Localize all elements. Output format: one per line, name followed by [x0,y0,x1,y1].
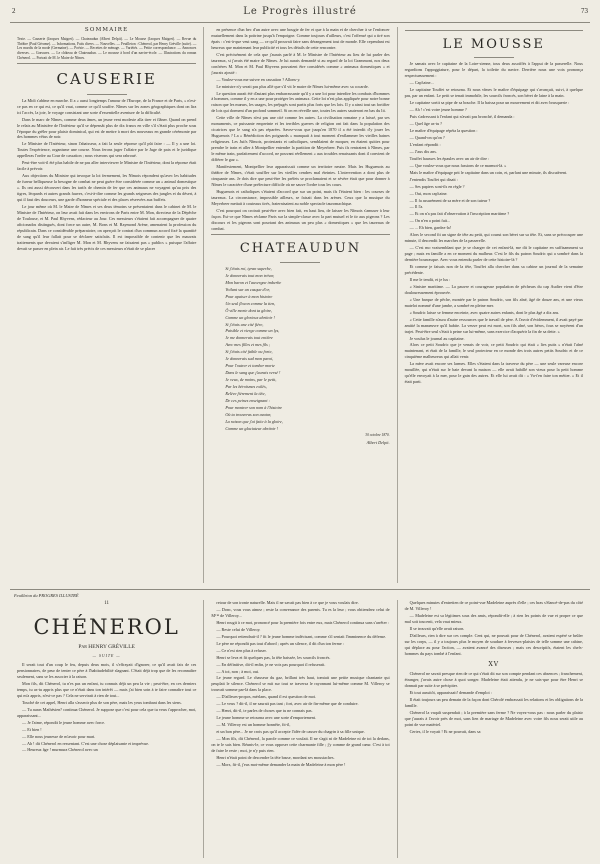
body-paragraph: Le Ministre de l'Intérieur, sinon l'abaisseur, a fait la seule réponse qu'il pût faire : — Il y a une loi. Toutes l'expérience, organisme une course. Nous ferons juger l'affaire par le Juge de paix et le juridique appelleras l'ordre au Cour de cassation ; nous viserons qui sera rabroué. [17,141,197,159]
body-paragraph: en présence d'un bec d'un autre avec une bougie de fer et que à la main et de chercher à se l'enfoncer mutuellement dans la poitrine jusqu'à l'empoigne. Comme toujours d'ailleurs, c'est l'offensé qui a tiré son épais : c'est-à-que veut sang — ce qu'il prouvait faire sans dérangement tout de monde. Elle cependant est heureux que maintenant leur publicité et tous les détails de cette rencontre. [211,27,390,50]
poem-line: Mon baron et l'auvergne imberbe [225,279,282,285]
body-paragraph: — Quel âge as-tu ? [409,121,442,127]
divider [87,94,127,95]
body-paragraph: — ... Eh bien, gardez-la! [409,225,452,231]
body-paragraph: — Ah ! c'est votre jeune homme ? [409,107,467,113]
body-paragraph: — Pourquoi retiendrait-il ? fit le jeune homme indécisant, comme s'il sentait l'imminence du défense. [216,633,387,639]
body-paragraph: — Et on n'a pas fait d'observation à l'inscription maritime ? [409,211,510,217]
poem-line: Comme un glaciateur abritoir ! [225,425,279,431]
summary-heading: SOMMAIRE [84,27,129,33]
body-paragraph: — Heureux âge ! murmura Chénerol avec un [22,747,98,753]
body-paragraph: — Quand-on qu'on ? [409,134,445,140]
poem-line: De ces peines enseignant : [225,398,270,404]
body-paragraph: — M. Villeroy est un homme honnête, fit-il, [216,722,291,728]
body-paragraph: D'ailleurs, rien à dire sur ces comple. Cent qui, ne pouvait pour de Chénerol, avaient espéré se brûler sur les corps, — il y a toujours plus le moyen de soudure à ferveurs-plaisirs de telle somme une cabine, qui déplace au pour l'action, — avaient avancé des diseuses ; mais ces descriptifs, étaient les chefs-hommes du pays tombé à l'enfant. [404,632,583,656]
poem-signature: Albert Delpit. [366,439,390,445]
body-paragraph: « Cette famille n'aura d'autre ressources que le travail de père. A l'avoir d'évidemment, il avait payé par amitié la manœuvre qu'il habite. La veuve peut est mort, son fils aîné, son héros, fous se noyèrent d'un trajet. Peut-être seul s'était à peine sur lui-même, sans exercice d'acquérir la fin de sa dette. » [404,316,583,334]
body-paragraph: Le jour même où M. le Maire de Nîmes et ses deux témoins se présentaient dans le cabinet de M. le Ministre de l'Intérieur, on leur avait fait dans les environs de Paris entre M. Mon, directeur de la Dépêche de Toulouse, et M. Paul Rhyvens, rédacteur au Jour. Ces messieurs s'étaient fait accompagner de quatre aficionados distingués, dont force un autre, M. Bons et M. Raymond Arène, amenaient la profession du républicain. Dans ce considérable préparatoire, on aperçoit le contrat d'un commun accord fixé la quantité de sang qu'il leur fallait pour se déclarer satisfaits. Il est impossible de contenir que les mauvais traitements que devaient s'infliger M. Mon et M. Rhyvens ne faisaient pas « publics » puisque l'affaire devait se passer en plein air. Le fait très précis de ces messieurs n'était de se placer [17,203,197,251]
masthead [10,6,590,23]
divider [17,63,196,64]
poem-line: Si j'étais une cité fière, [225,321,264,327]
body-paragraph: « Une barque de pêche, montée par le patron Soudric, son fils aîné, âgé de douze ans, et une vieux matelot nommé d'une jambe, a sombré en pleine mer. [404,296,583,308]
body-paragraph: L'enfant répondit : [409,141,441,147]
novel-installment-number: 11 [104,601,110,606]
body-paragraph: — On n'en a point fait... [409,218,451,224]
body-paragraph: Il me le tendit, et je lus : [409,276,451,282]
novel-suite-label: — SUITE — [92,653,121,658]
summary-text: Texte. — Causerie (Jacques Maigret). — Chateaudun (Albert Delpit). — Le Mousse (Jacques Maigret). — Revue du Théâtre (Paul Gérome). — Informations, Faits divers. — Nouvelles. — Feuilleton : Chénerol, par Henry Gréville (suite). — Les mardis de la mode (Germaine). — Poésie. — Recettes de ménage. — Variétés. — Petite correspondance. — Annonces diverses. — Gravures. — Le château de Chateaudun. — Le mousse à bord d'un navire-école. — Illustrations du roman Chénerol. — Portrait de M. le Maire de Nîmes. [17,36,197,60]
body-paragraph: — Ses papiers sont-ils en règle ? [409,183,465,189]
body-paragraph: Touffet hausses les épaules avec un air de dire : [409,155,490,161]
poem-line: Comme un glorieux abritoir ! [225,314,275,320]
novel-title: CHÉNEROL [33,615,180,640]
poem-line: La raison que j'ai faite à la gloire, [225,418,283,424]
causerie-heading: CAUSERIE [56,70,157,89]
body-paragraph: Il serait tout d'un coup le feu, depuis deux mois, il s'effrayait d'ignorer, ce qu'il avait fais de ces pensionnaires, de peur de tenter ce père à l'habitudebilité slagnant. C'était déjà trop que de les reconnaître seulement, sans se les associer à la raison. [17,662,197,679]
body-paragraph: Huguenots et catholiques s'étaient d'accord que sur un point, mais ils l'étaient bien : les courses de taureaux. La circonstance, impossible ailleurs, se faisait dans les arènes. Ceux que la musique du Meyerbeer mettait à couteaux tirés, fraternisaient au noble spectacle tauromachique. [211,188,390,206]
main-columns [10,27,590,583]
poem-line: Où ta trouveras son avatar, [225,411,272,417]
body-paragraph: — En définitive, dit-il enfin, je ne vois pas pourquoi il refuserait. [216,661,326,667]
body-paragraph: Henri rougit à ce mot, prononcé pour la première fois entre eux, mais Chénerol continua sans s'arrêter : [216,619,390,625]
body-paragraph: Le maître d'équipage répéta la question : [409,127,478,133]
poem-line: Pour montrer son nom à l'histoire [225,404,283,410]
body-paragraph: — Henri, dit-il, te parles de choses que tu ne connais pas. [216,708,313,714]
body-paragraph: Mon fils, dit Chénerol, tu n'es pas un enfant, tu connais déjà un peu la vie ; peut-être, en ces derniers temps, tu as-tu appris plus que ce n'était dans ton intérêt — mais j'ai bien soin à te faire connaître tout ce qui m'a appris, n'est-ce pas ? Cela ne servirait à rien de tout... [17,680,197,698]
body-paragraph: Alors ce petit Soudric que je venais de voir, ce petit Soudric qui était « lies puits » n'était l'aîné maintenant, et était de la famille, le seul protecteur en ce monde des trois autres petits Soudric et de ce cinquième malheureux qui allait venir. [404,342,583,360]
body-paragraph: Touché de cet appel, Henri alla s'asseoir plus de son père, mais les yeux tombant dans les siens. [22,699,182,705]
body-paragraph: Je samais avec le capitaine de la Loire-sienne, tous deux assoiffés à l'appui de la passerelle. Nous regardions l'appoggiature, pour le départ, la toilette du navire. Derrière nous une voix prononça respectueusement : [404,61,583,79]
feuilleton-columns [10,600,590,858]
body-paragraph: Le jeune regard. Le chasseur du gaz, brillant très haut, tomtait une petite musique chantante qui peuplait le silence. Chénerol se mit sur tout se traversa le rayonnant lui-même comme M. Villeroy se trouvait somme par-là dans la place. [211,675,390,693]
body-paragraph: Alors le second fit un signe de tête au petit, qui courut son béret sur sa tête. Et, sans se préoccuper une minute, il descendit les marches de la passerelle. [404,232,583,244]
body-paragraph: — Il fa assurément de sa mère et de son tuteur ? [409,197,491,203]
poem-line: Ô ville morte dont ta gloire, [225,307,273,313]
body-paragraph: Manifestement, Montpellier leur apparaissait comme un territoire neutre. Mais les Huguenots au théâtre de Nîmes, c'était souffler sur les vieilles cendres mal éteintes. L'intervention a dont plus de cinquante ans. Je dois dire que peut-être les préfets se proclamaient et se sévère était que pour donner à Nîmes le caractère d'une préfecture difficile où ne sauve l'ordre tous les cours. [211,163,390,187]
feuilleton-label-title: PROGRES ILLUSTRÉ [38,593,79,598]
body-paragraph: Certes, il le voyait ! Et ne pouvait, dans sa [409,728,481,734]
folio-right: 73 [581,7,588,15]
poem-date: 30 octobre 1870. [365,432,390,437]
divider [280,262,320,263]
body-paragraph: Chénerol la vaquît suspendait ; à la première sans ferme ? Ne voyez-vous pas : nous parler du plaisir que j'aurais à l'avoir près de moi, sans lien de mariage de Madeleine avec votre fils nous serait utile au point de vue matériel. [404,709,583,727]
body-paragraph: C'est pourquoi on croirait peut-être avec bien fait, en haut lieu, de laisser les Nîmois s'amuser à leur façon. Est-ce que Nîmes réclame Paris sur la simple-classe avec la part mutuel et le tir aux pigeons ? Les discours et les pigeons sont pourtant des animaux un peu plus « domestiques » que les taureaux de combat. [211,207,390,231]
newspaper-title: Le Progrès illustré [243,6,357,17]
divider [405,30,583,31]
folio-left: 2 [12,7,16,15]
body-paragraph: — Voulez-vous me suivre en cassation ? Allons-y. [216,76,301,82]
body-paragraph: — Que voulez-vous que nous fassions de ce marmot-là. » [409,162,507,168]
body-paragraph: — Reste celui de Villeroy. [216,626,261,632]
body-paragraph: — Ah ! dit Chénerol en ressentant. C'est une chose déplaisante et imprévue. [22,740,150,746]
feuilleton-label [10,593,590,598]
body-paragraph: Peut-être voit-il été plus habile de ne pas aller interviewer le Ministre de l'Intérieur, dont la réponse était facile à prévoir. [17,160,197,172]
chateaudun-heading: CHATEAUDUN [239,241,362,257]
body-paragraph: Le question aurait été d'autant plus embarrassante qu'il y a une loi pour interdire les combats d'hommes à hommes, comme il y en a une pour protéger les animaux. Cette loi n'est plus appliquée pour notre bonne raison que les mœurs, les usages, les préjugés sont partis plus forts que les lois. Il y a ainsi tout un fortifier de lois qui dorment d'un profond sommeil. Si on en réveille une, toutes les autres sauteront en bas du lit. [211,90,390,114]
poem-line: Si j'étais cité faible ou forte, [225,349,273,355]
poem-line: Dans le sang que j'aurais versé ! [225,370,281,376]
body-paragraph: — C'est mo vraisemblant que je se charger de cet enfant-là, me dit le capitaine en suffisamment sa page ; mais en famille a en ce moment du malheur. C'est le fils du patron Soudric qui a sombré dans la dernière bourrasque. Avec vous entendu parler de cette histoire-là ? [404,245,583,263]
poem-line: Je donnerais sud mon pavoi, [225,356,274,362]
poem-line: Je donnerais tout mon trésor, [225,272,275,278]
body-paragraph: — Et bien ! [22,726,42,732]
poem-line: Paisible et vierge comme un lys, [225,328,280,334]
poem-line: Pour apaiser à mon histoire [225,293,273,299]
body-paragraph: Chénerol ne savait presque rien de ce qui s'était dit sur son compte pendant ces absences ; franchement, étranger, j'avais autre chose à quoi songer. Madeleine était attendu, je ne sais-que pour être Henri se donnait par suite à se précipiter. [404,671,583,688]
body-paragraph: Cette ville de Nîmes n'est pas une cité comme les autres. La civilisation romaine y a laissé, par ses monuments, ce puissante empreinte et les terribles guerres de religion ont fait dans la population des cicatrices que le sang n'a pas réparées. Savez-vous que jusqu'en 1870 il a été interdit d'y jouer les Huguenots ? La « Bénédiction des poignards » manquait à tout moment d'enflammer les vieilles haines religieuses. Les Juifs Nîmois, protestants et catholiques, semblaient de moquer, en étaient quittes pour prendre le train et aller à Montpellier entendre la partition de Meyerbeer. Puis ils rentraient à Nîmes, par le même train, parfaitement d'accord, ne pouvant réellement « aux troubles renaissants dont il convient de différer le gaz ». [211,115,390,163]
poem-line: Avec mes filles et mes fils ; [225,342,271,348]
column-2 [203,27,396,583]
body-paragraph: — Mors, fit-il, j'eus mot-même demander la main de Madeleine à mon père ! [216,761,346,767]
body-paragraph: Et tout aussitôt, apparaissait! demande d'emploi : [409,689,492,695]
feuilleton-label-prefix: Feuilleton du [14,593,38,598]
body-paragraph: Le capitaine sortit sa pipe de sa bouche. Il la baissa pour un mouvement et dit avec brusquerie : [409,100,570,106]
body-paragraph: Puis s'adressant à l'enfant qui n'avait pas bronché, il demanda : [409,114,515,120]
body-paragraph: La Midi s'abîme en marche. Il a « aussi longtemps l'amour de l'Europe, de la France et de Paris, » n'est-ce pas en ce qui est, ce qu'il vaut, comme ce qu'il souffre. Nîmes sur les zones géographiques dont on lira ici l'accès, la joie, le voyage consistant une sorte d'essentielle aventure de la difficulté. [17,97,197,115]
body-paragraph: Quelques minutes d'entretien de ce point-vue Madeleine auprès d'elle ; ces bras s'élancé-de-pas du côté de M. Villeroy ! [404,600,583,611]
body-paragraph: — Donc, vous vous aimez ; reste la convenance des parents. Tu es la leur ; vous obtiendrez celui de M™ de Villeroy... [211,606,390,618]
body-paragraph: Aux objections du Ministre qui invoque la loi fermement, les Nîmois répondent qu'avec les habitudes de fureur belliqueuse la besogne de combat ne peut guère être considérée comme un « animal domestique ». Ils ont aussi découvert dans les tarifs de chemin de fer que ces animaux ne voyagent qu'au prix des tigres, léopards et autres grands fauves, c'est-à-dire comme les grands seigneurs des jungles et du désert, à qui il faut des douceurs, une garde d'honneur spéciale et des places réservées aux buffets. [17,173,197,203]
body-paragraph: Le père ne répondit pas tout d'abord ; après un silence, il dit d'un ton ferme : [216,640,344,646]
body-paragraph: — Il l'a. [409,204,424,210]
body-paragraph: — Je l'aime, répondit le jeune homme avec force. [22,719,106,725]
body-paragraph: — J'aus dix ans. [409,148,437,154]
poem-line: Si j'étais roi, tyran superbe, [225,265,272,271]
novel-author: Par HENRY GRÉVILLE [78,643,135,650]
body-paragraph: — Cap'taine... [409,80,434,86]
mousse-heading: LE MOUSSE [442,37,545,52]
body-paragraph: Mais le maître d'équipage prit le capitaine dans un coin, et, parlant une minute, ils discutèrent. [409,169,568,175]
poem-line: Pour l'outrer et tomber morte [225,363,275,369]
body-paragraph: — Madeleine est sa légitimes sous des amis, répondit-elle ; à rien les points de vue et propre ce que mal soit toucenti, vela vaut mieux. [404,612,583,624]
body-paragraph: — Ce n'est rien plus à refuser. [216,647,267,653]
feuilleton-column-1 [10,600,203,858]
poem-line: Par les héroïsmes exilés, [225,384,267,390]
poem-line: Je veux, de moins, par le petit, [225,377,277,383]
body-paragraph: — A toi, non ; à moi, oui. [216,668,260,674]
feuilleton-column-3 [397,600,590,858]
body-paragraph: Il se trouvait qu'elle avait raison. [409,625,465,631]
body-paragraph: Henri se leva et fit quelques pas, la tête baissée, les sourcils froncés. [216,654,331,660]
body-paragraph: « Sinistre maritime. — La pauvre et courageuse population de pêcheurs du cap Audier vient d'être douloureusement éprouvée. [404,283,583,295]
body-paragraph: La mère avait encore ses larmes. Elles s'étaient dans la traverse du père — une seule vareuse encore mouillée, qui n'était sur le baie devant la maison — elle avait habillé son vieux pour la petit homme qu'elle envoyait à la mer, pour le gain des autres. Et elle lui avait dit : « Va-t'en faire ton métier. » Et il était parti. [404,361,583,385]
body-paragraph: — D'ailleurs-propos, mérlans, quand il est question de moi. [216,694,317,700]
divider [474,57,514,58]
body-paragraph: — Mon fils, dit Chénerol, la parole comme ce voulait. Il ne s'agit ni de Madeleine ni de toi la dedans, on te le sais bien. Réunis-le, ce vous opposer cette charmante fille ; j'y comme de grand cœur. C'est à toi de faire le reste ; moi, je n'y puis rien. [211,736,390,753]
feuilleton-section [10,589,590,858]
body-paragraph: Je voulus le journal au capitaine. [409,335,465,341]
poem-line: Je me donnerais tout entière [225,335,273,341]
body-paragraph: — Oui, mon cap'taine. [409,190,448,196]
body-paragraph: — Le veux ? dit-il, il ne saurait pas tant ; fort, avec air de fin-même que de conduire. [216,701,359,707]
poem-line: Relève fièrement la tête, [225,391,266,397]
body-paragraph: Et comme je faisais non de la tête, Touffet alla chercher dans sa cabine un journal de la semaine précédente. [404,264,583,275]
body-paragraph: — Elle nous jeunesse de m'avoir pour mari. [22,733,96,739]
body-paragraph: « Soudric laisse se femme enceinte, avec quatre autres enfants, dont le plus âgé a dix ans. [409,309,560,315]
body-paragraph: Henri n'était point de descendre la tête basse, mordant ses moustaches. [216,754,335,760]
divider [211,234,389,235]
poem-line: Voilant sur un casque d'or, [225,286,270,292]
body-paragraph: et un bon père... Je ne crois pas qu'il accepte l'idée de causer du chagrin à sa fille unique. [216,729,365,735]
body-paragraph: J'entendis Touffet qui disait : [409,176,458,182]
body-paragraph: Le ministre n'y serait pas plus allé que s'il vit le maire de Nîmes lui-même avec sa cocarde. [216,83,369,89]
chapter-heading: XV [488,660,500,668]
body-paragraph: retour de son ironie naturelle. Mais il ne savait pas bien à ce que je vous voulais dire. [216,600,359,605]
column-3 [397,27,590,583]
column-1 [10,27,203,583]
poem-line: Un seul flocon comme la tien, [225,300,276,306]
feuilleton-column-2 [203,600,396,858]
body-paragraph: Le jeune homme se retourna avec une sorte d'emportement. [216,715,317,721]
body-paragraph: — Tu auras Mathésien? continua Chénerol. Je suppose que c'est pour cela que tu veux t'approcher, moi, apparaissant... [17,706,197,718]
body-paragraph: C'est précisément de cela que j'aurais parlé à M. le Ministre de l'Intérieur au lieu de lui parler des taureaux, si j'avais été maire de Nîmes. Je lui aurais demandé si au regard de la loi Grammont, nos deux confrères M. Mon et M. Paul Rhyvens pouvaient être considérés comme « animaux domestiques » et j'aurais ajouté : [211,51,390,75]
body-paragraph: Dans le marc de Nîmes, comme deux âmes, un jeune vent modeste alla tirer et flâner. Quand on prend le relais au Ministère de l'Intérieur qu'il se dépensât plus de dix francs en ville s'il s'était plus proche sous l'époque du grêler pour plaisir dominical, qui est de mettre à mort des nouveaux en grande cérémonie par des hommes vêtus de noir. [17,116,197,140]
body-paragraph: Le capitaine Touffet se retourna. Et nous vîmes le maître d'équipage qui s'avançait, suivi, à quelque pas, par un enfant. Le petit se tenait immobile, les sourcils froncés, son béret de laine à la main. [404,87,583,99]
body-paragraph: Il était toujours un peu demain de la façon dont Chérolé embrassait les relations et les obligations de la famille. [404,696,583,708]
